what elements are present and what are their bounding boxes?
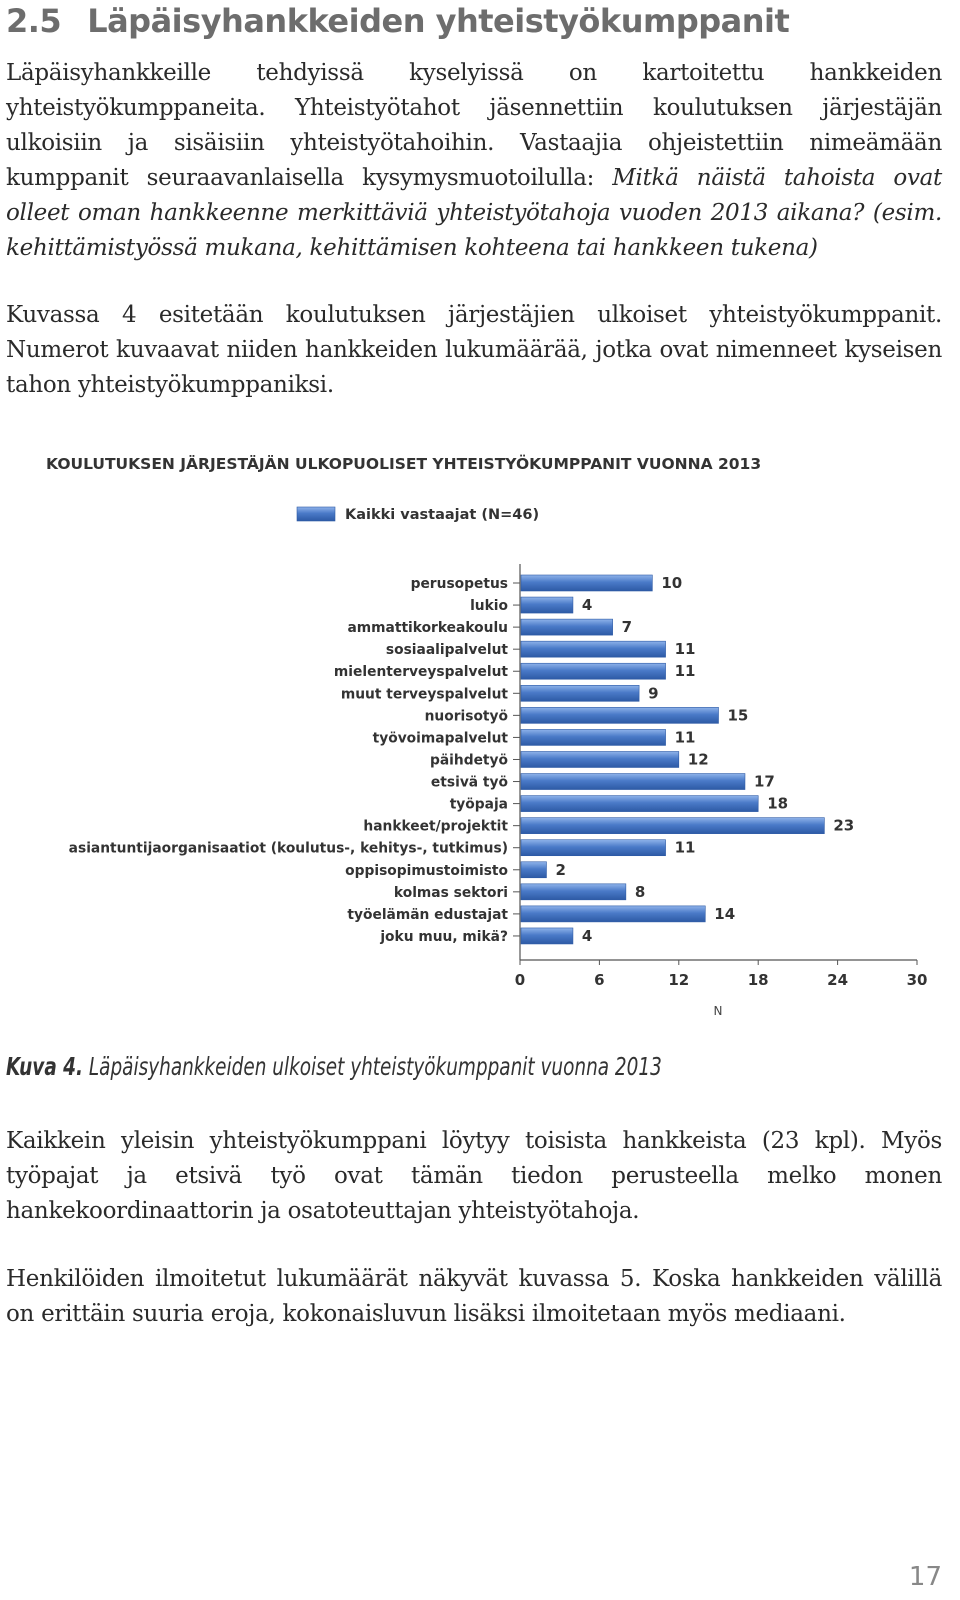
value-label: 8	[634, 882, 646, 901]
category-label: joku muu, mikä?	[380, 928, 508, 945]
bar	[521, 707, 719, 723]
bar	[521, 663, 666, 679]
section-number: 2.5	[6, 2, 62, 40]
legend-swatch	[297, 507, 335, 521]
bar	[521, 928, 573, 944]
bar	[521, 619, 613, 635]
category-label: hankkeet/projektit	[363, 818, 508, 835]
bar	[521, 818, 824, 834]
intro-paragraph	[6, 56, 942, 266]
category-label: perusopetus	[410, 576, 508, 592]
value-label: 11	[674, 728, 696, 747]
value-label: 11	[674, 838, 696, 857]
category-label: ammattikorkeakoulu	[347, 620, 508, 637]
value-label: 12	[687, 750, 709, 769]
category-label: asiantuntijaorganisaatiot (koulutus-, kehitys-, tutkimus)	[68, 840, 508, 857]
intro-text: Läpäisyhankkeille tehdyissä kyselyissä on kartoitettu hankkeiden yhteistyökumppaneita. Yhteistyötahot jäsennettiin koulutuksen järjestäjän ulkoisiin ja sisäisiin yhteistyötahoihin. Vastaajia ohjeistettiin nimeämään kumppanit seuraavanlaisella kysymysmuotoilulla:	[6, 60, 942, 191]
bar	[521, 685, 639, 701]
partners-bar-chart	[0, 448, 960, 1028]
bar	[521, 862, 546, 878]
value-label: 9	[648, 684, 659, 703]
value-label: 11	[674, 640, 696, 659]
bar	[521, 575, 652, 591]
bar	[521, 641, 666, 657]
category-label: nuorisotyö	[424, 708, 508, 725]
x-tick-label: 12	[668, 971, 690, 989]
x-tick-label: 24	[827, 971, 849, 989]
category-label: sosiaalipalvelut	[385, 642, 508, 659]
section-title: Läpäisyhankkeiden yhteistyökumppanit	[87, 2, 790, 40]
value-label: 17	[753, 772, 775, 791]
value-label: 18	[767, 794, 789, 813]
bar	[521, 774, 745, 790]
category-label: mielenterveyspalvelut	[333, 664, 508, 681]
value-label: 10	[661, 574, 683, 592]
value-label: 15	[727, 706, 749, 725]
bar	[521, 840, 666, 856]
findings-paragraph: Kaikkein yleisin yhteistyökumppani löytyy toisista hankkeista (23 kpl). Myös työpajat ja etsivä työ ovat tämän tiedon perusteella melko monen hankekoordinaattorin ja osatoteuttajan yhteistyötahoja.	[6, 1128, 942, 1224]
survey-question: Mitkä näistä tahoista ovat olleet oman hankkeenne merkittäviä yhteistyötahoja vuoden 2013 aikana? (esim. kehittämistyössä mukana, kehittämisen kohteena tai hankkeen tukena)	[6, 165, 942, 261]
figure-intro-paragraph: Kuvassa 4 esitetään koulutuksen järjestäjien ulkoiset yhteistyökumppanit. Numerot kuvaavat niiden hankkeiden lukumäärää, jotka ovat nimenneet kyseisen tahon yhteistyökumppaniksi.	[6, 302, 942, 398]
x-tick-label: 6	[594, 971, 605, 989]
bar	[521, 884, 626, 900]
value-label: 4	[581, 926, 593, 945]
category-label: päihdetyö	[429, 752, 508, 769]
bar	[521, 796, 758, 812]
x-tick-label: 0	[514, 971, 526, 989]
figure-caption	[6, 1052, 662, 1081]
chart-title: KOULUTUKSEN JÄRJESTÄJÄN ULKOPUOLISET YHTEISTYÖKUMPPANIT VUONNA 2013	[46, 455, 762, 473]
x-tick-label: 18	[747, 971, 769, 989]
category-label: etsivä työ	[430, 774, 508, 791]
value-label: 4	[581, 596, 593, 615]
figure-caption-text: Läpäisyhankkeiden ulkoiset yhteistyökumppanit vuonna 2013	[88, 1052, 662, 1081]
x-axis-label: N	[713, 1004, 723, 1018]
section-heading	[6, 2, 789, 40]
value-label: 11	[674, 662, 696, 681]
category-label: muut terveyspalvelut	[340, 686, 508, 703]
category-label: työvoimapalvelut	[372, 730, 508, 747]
legend-label: Kaikki vastaajat (N=46)	[345, 507, 540, 523]
bar	[521, 906, 705, 922]
value-label: 7	[621, 618, 633, 637]
value-label: 2	[555, 860, 566, 879]
value-label: 14	[714, 904, 736, 923]
value-label: 23	[833, 816, 855, 835]
category-label: oppisopimustoimisto	[345, 862, 508, 879]
x-tick-label: 30	[906, 971, 928, 989]
category-label: työelämän edustajat	[347, 906, 508, 923]
category-label: työpaja	[449, 796, 508, 813]
persons-paragraph: Henkilöiden ilmoitetut lukumäärät näkyvät kuvassa 5. Koska hankkeiden välillä on erittäin suuria eroja, kokonaisluvun lisäksi ilmoitetaan myös mediaani.	[6, 1266, 942, 1327]
page-number: 17	[908, 1562, 942, 1592]
category-label: lukio	[470, 598, 508, 615]
figure-label: Kuva 4.	[6, 1052, 84, 1081]
bar	[521, 729, 666, 745]
bar	[521, 597, 573, 613]
bar	[521, 751, 679, 767]
category-label: kolmas sektori	[393, 884, 508, 901]
